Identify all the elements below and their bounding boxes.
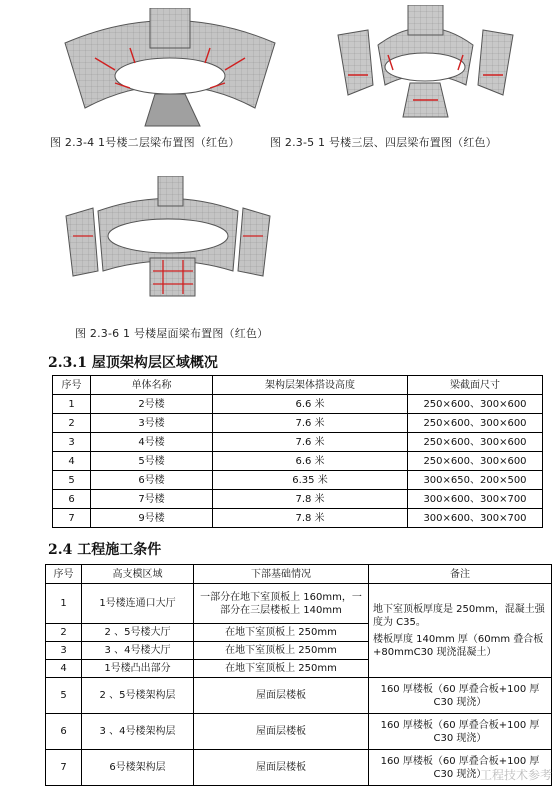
cell-no: 1 xyxy=(46,584,82,624)
cell-area: 3 、4号楼大厅 xyxy=(82,642,194,660)
cell-beam-size: 250×600、300×600 xyxy=(408,395,543,414)
table-row xyxy=(46,714,552,750)
cell-note: 160 厚楼板（60 厚叠合板+100 厚 C30 现浇） xyxy=(369,750,552,786)
table-row xyxy=(46,750,552,786)
floor-plan-drawing xyxy=(318,5,533,125)
cell-building: 5号楼 xyxy=(91,452,213,471)
cell-base: 在地下室顶板上 250mm xyxy=(194,642,369,660)
figure-2-3-6-plan xyxy=(58,176,278,301)
cell-height: 7.6 米 xyxy=(213,433,408,452)
cell-building: 9号楼 xyxy=(91,509,213,528)
note-basement-slab: 地下室顶板厚度是 250mm，混凝土强度为 C35。 xyxy=(373,603,545,628)
cell-no: 6 xyxy=(46,714,82,750)
cell-building: 4号楼 xyxy=(91,433,213,452)
cell-note: 160 厚楼板（60 厚叠合板+100 厚 C30 现浇） xyxy=(369,714,552,750)
cell-no: 3 xyxy=(46,642,82,660)
cell-no: 6 xyxy=(53,490,91,509)
column-header: 高支模区域 xyxy=(82,565,194,584)
table-row xyxy=(46,584,552,624)
cell-base: 在地下室顶板上 250mm xyxy=(194,624,369,642)
cell-area: 3 、4号楼架构层 xyxy=(82,714,194,750)
cell-height: 7.8 米 xyxy=(213,509,408,528)
column-header: 序号 xyxy=(53,376,91,395)
cell-base: 屋面层楼板 xyxy=(194,678,369,714)
section-heading: 2.3.1 屋顶架构层区域概况 xyxy=(48,355,218,371)
table-row xyxy=(53,452,543,471)
cell-beam-size: 250×600、300×600 xyxy=(408,433,543,452)
floor-plan-drawing xyxy=(55,8,285,128)
cell-base: 一部分在地下室顶板上 160mm，一部分在三层楼板上 140mm xyxy=(194,584,369,624)
figure-caption: 图 2.3-4 1号楼二层梁布置图（红色） xyxy=(50,136,240,149)
cell-beam-size: 250×600、300×600 xyxy=(408,414,543,433)
cell-beam-size: 300×600、300×700 xyxy=(408,490,543,509)
column-header: 单体名称 xyxy=(91,376,213,395)
column-header: 下部基础情况 xyxy=(194,565,369,584)
column-header: 梁截面尺寸 xyxy=(408,376,543,395)
cell-beam-size: 300×600、300×700 xyxy=(408,509,543,528)
cell-no: 7 xyxy=(53,509,91,528)
column-header: 序号 xyxy=(46,565,82,584)
table-row xyxy=(53,509,543,528)
table-row xyxy=(53,395,543,414)
watermark: 工程技术参考 xyxy=(479,768,552,782)
table-header-row xyxy=(53,376,543,395)
cell-area: 2 、5号楼架构层 xyxy=(82,678,194,714)
cell-building: 3号楼 xyxy=(91,414,213,433)
cell-no: 4 xyxy=(46,660,82,678)
cell-no: 5 xyxy=(53,471,91,490)
cell-no: 3 xyxy=(53,433,91,452)
construction-conditions-table xyxy=(45,564,552,786)
cell-note-merged xyxy=(369,584,552,678)
cell-height: 6.6 米 xyxy=(213,452,408,471)
cell-note: 160 厚楼板（60 厚叠合板+100 厚 C30 现浇） xyxy=(369,678,552,714)
cell-beam-size: 300×650、200×500 xyxy=(408,471,543,490)
cell-area: 1号楼连通口大厅 xyxy=(82,584,194,624)
cell-beam-size: 250×600、300×600 xyxy=(408,452,543,471)
cell-base: 屋面层楼板 xyxy=(194,750,369,786)
column-header: 备注 xyxy=(369,565,552,584)
figure-2-3-5-plan xyxy=(318,5,533,125)
cell-building: 2号楼 xyxy=(91,395,213,414)
cell-base: 屋面层楼板 xyxy=(194,714,369,750)
figure-2-3-4-plan xyxy=(55,8,285,128)
cell-no: 5 xyxy=(46,678,82,714)
cell-area: 2 、5号楼大厅 xyxy=(82,624,194,642)
note-floor-slab: 楼板厚度 140mm 厚（60mm 叠合板+80mmC30 现浇混凝土） xyxy=(373,633,544,658)
framework-layer-table xyxy=(52,375,543,528)
cell-height: 7.8 米 xyxy=(213,490,408,509)
cell-area: 1号楼凸出部分 xyxy=(82,660,194,678)
column-header: 架构层架体搭设高度 xyxy=(213,376,408,395)
section-heading: 2.4 工程施工条件 xyxy=(48,542,162,558)
cell-no: 2 xyxy=(53,414,91,433)
table-row xyxy=(53,433,543,452)
cell-building: 6号楼 xyxy=(91,471,213,490)
cell-no: 4 xyxy=(53,452,91,471)
cell-building: 7号楼 xyxy=(91,490,213,509)
cell-base: 在地下室顶板上 250mm xyxy=(194,660,369,678)
table-row xyxy=(46,678,552,714)
figure-caption: 图 2.3-6 1 号楼屋面梁布置图（红色） xyxy=(75,327,269,340)
table-row xyxy=(53,490,543,509)
cell-height: 6.35 米 xyxy=(213,471,408,490)
table-header-row xyxy=(46,565,552,584)
table-row xyxy=(53,471,543,490)
roof-plan-drawing xyxy=(58,176,278,301)
cell-no: 7 xyxy=(46,750,82,786)
cell-no: 1 xyxy=(53,395,91,414)
cell-height: 6.6 米 xyxy=(213,395,408,414)
cell-no: 2 xyxy=(46,624,82,642)
cell-area: 6号楼架构层 xyxy=(82,750,194,786)
table-row xyxy=(53,414,543,433)
figure-caption: 图 2.3-5 1 号楼三层、四层梁布置图（红色） xyxy=(270,136,497,149)
cell-height: 7.6 米 xyxy=(213,414,408,433)
